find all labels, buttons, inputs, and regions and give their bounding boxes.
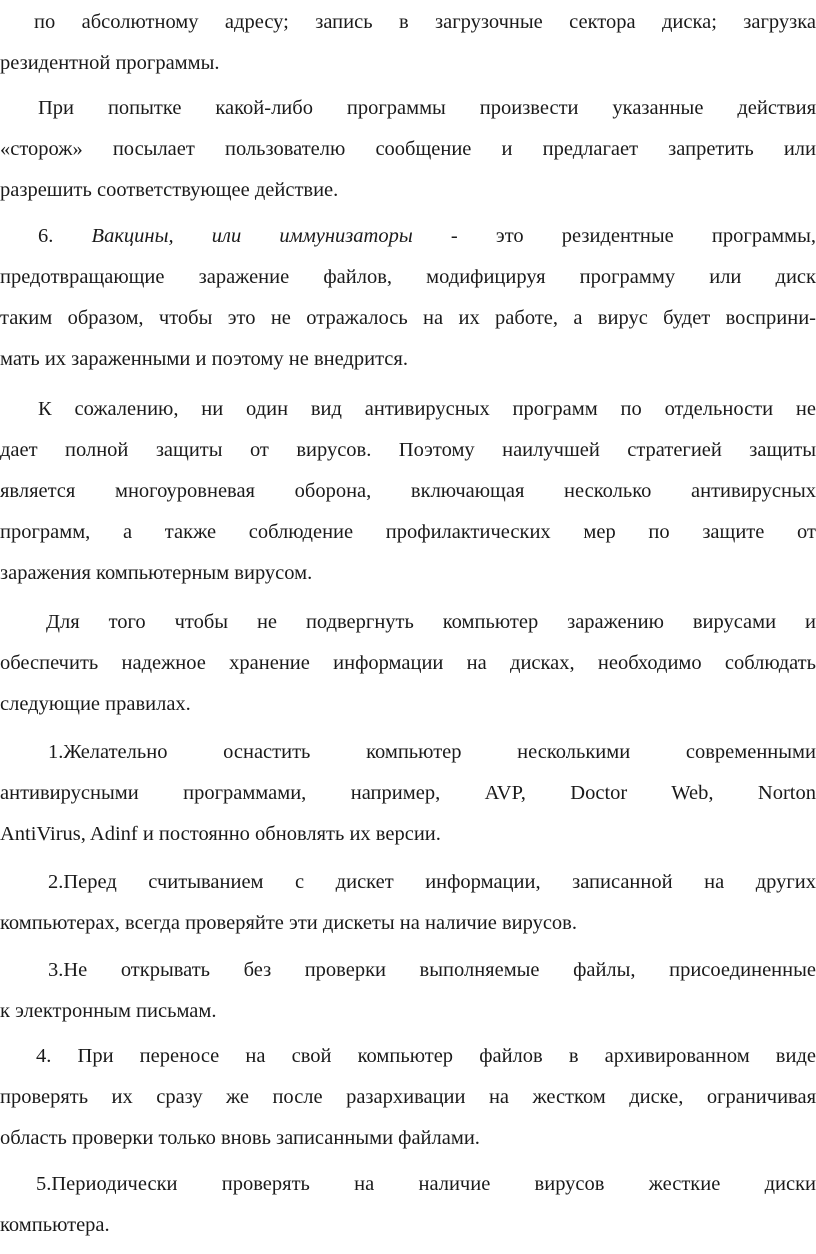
first-line-rest: - это резидентные программы, bbox=[450, 225, 816, 247]
text-line: к электронным письмам. bbox=[0, 1000, 217, 1022]
text-line: AntiVirus, Adinf и постоянно обновлять их версии. bbox=[0, 823, 441, 845]
text-line-first bbox=[0, 216, 816, 257]
text-line: компьютера. bbox=[0, 1214, 110, 1236]
text-line: компьютерах, всегда проверяйте эти дискеты на наличие вирусов. bbox=[0, 912, 577, 934]
text-line: по абсолютному адресу; запись в загрузочные сектора диска; загрузка bbox=[34, 11, 816, 33]
text-line: таким образом, чтобы это не отражалось на их работе, а вирус будет восприни- bbox=[0, 307, 816, 329]
text-line: Для того чтобы не подвергнуть компьютер заражению вирусами и bbox=[46, 611, 816, 633]
text-line: 2.Перед считыванием с дискет информации, записанной на других bbox=[48, 871, 816, 893]
text-line: 3.Не открывать без проверки выполняемые файлы, присоединенные bbox=[48, 959, 816, 981]
text-line: мать их зараженными и поэтому не внедрится. bbox=[0, 348, 408, 370]
text-line: разрешить соответствующее действие. bbox=[0, 179, 339, 201]
text-line: предотвращающие заражение файлов, модифицируя программу или диск bbox=[0, 266, 816, 288]
paragraph-1 bbox=[0, 2, 816, 84]
text-line: программ, а также соблюдение профилактических мер по защите от bbox=[0, 521, 816, 543]
text-line: «сторож» посылает пользователю сообщение и предлагает запретить или bbox=[0, 138, 816, 160]
paragraph-8 bbox=[0, 950, 816, 1032]
text-line: резидентной программы. bbox=[0, 52, 220, 74]
text-line: К сожалению, ни один вид антивирусных программ по отдельности не bbox=[38, 398, 816, 420]
text-line: следующие правилах. bbox=[0, 693, 191, 715]
paragraph-9 bbox=[0, 1036, 816, 1159]
text-line: обеспечить надежное хранение информации на дисках, необходимо соблюдать bbox=[0, 652, 816, 674]
text-line: является многоуровневая оборона, включающая несколько антивирусных bbox=[0, 480, 816, 502]
paragraph-2 bbox=[0, 88, 816, 211]
text-line: 5.Периодически проверять на наличие вирусов жесткие диски bbox=[36, 1173, 816, 1195]
term-italic: Вакцины, или иммунизаторы bbox=[91, 225, 413, 247]
text-line: При попытке какой-либо программы произвести указанные действия bbox=[38, 97, 816, 119]
text-line: проверять их сразу же после разархивации на жестком диске, ограничивая bbox=[0, 1086, 816, 1108]
text-line: заражения компьютерным вирусом. bbox=[0, 562, 313, 584]
paragraph-7 bbox=[0, 862, 816, 944]
text-line: антивирусными программами, например, AVP, Doctor Web, Norton bbox=[0, 782, 816, 804]
paragraph-3 bbox=[0, 216, 816, 380]
text-line: 1.Желательно оснастить компьютер несколькими современными bbox=[48, 741, 816, 763]
paragraph-4 bbox=[0, 389, 816, 594]
list-number: 6. bbox=[38, 225, 54, 247]
text-line: область проверки только вновь записанными файлами. bbox=[0, 1127, 480, 1149]
paragraph-10 bbox=[0, 1164, 816, 1246]
text-line: дает полной защиты от вирусов. Поэтому наилучшей стратегией защиты bbox=[0, 439, 816, 461]
paragraph-5 bbox=[0, 602, 816, 725]
text-line: 4. При переносе на свой компьютер файлов в архивированном виде bbox=[36, 1045, 816, 1067]
paragraph-6 bbox=[0, 732, 816, 855]
